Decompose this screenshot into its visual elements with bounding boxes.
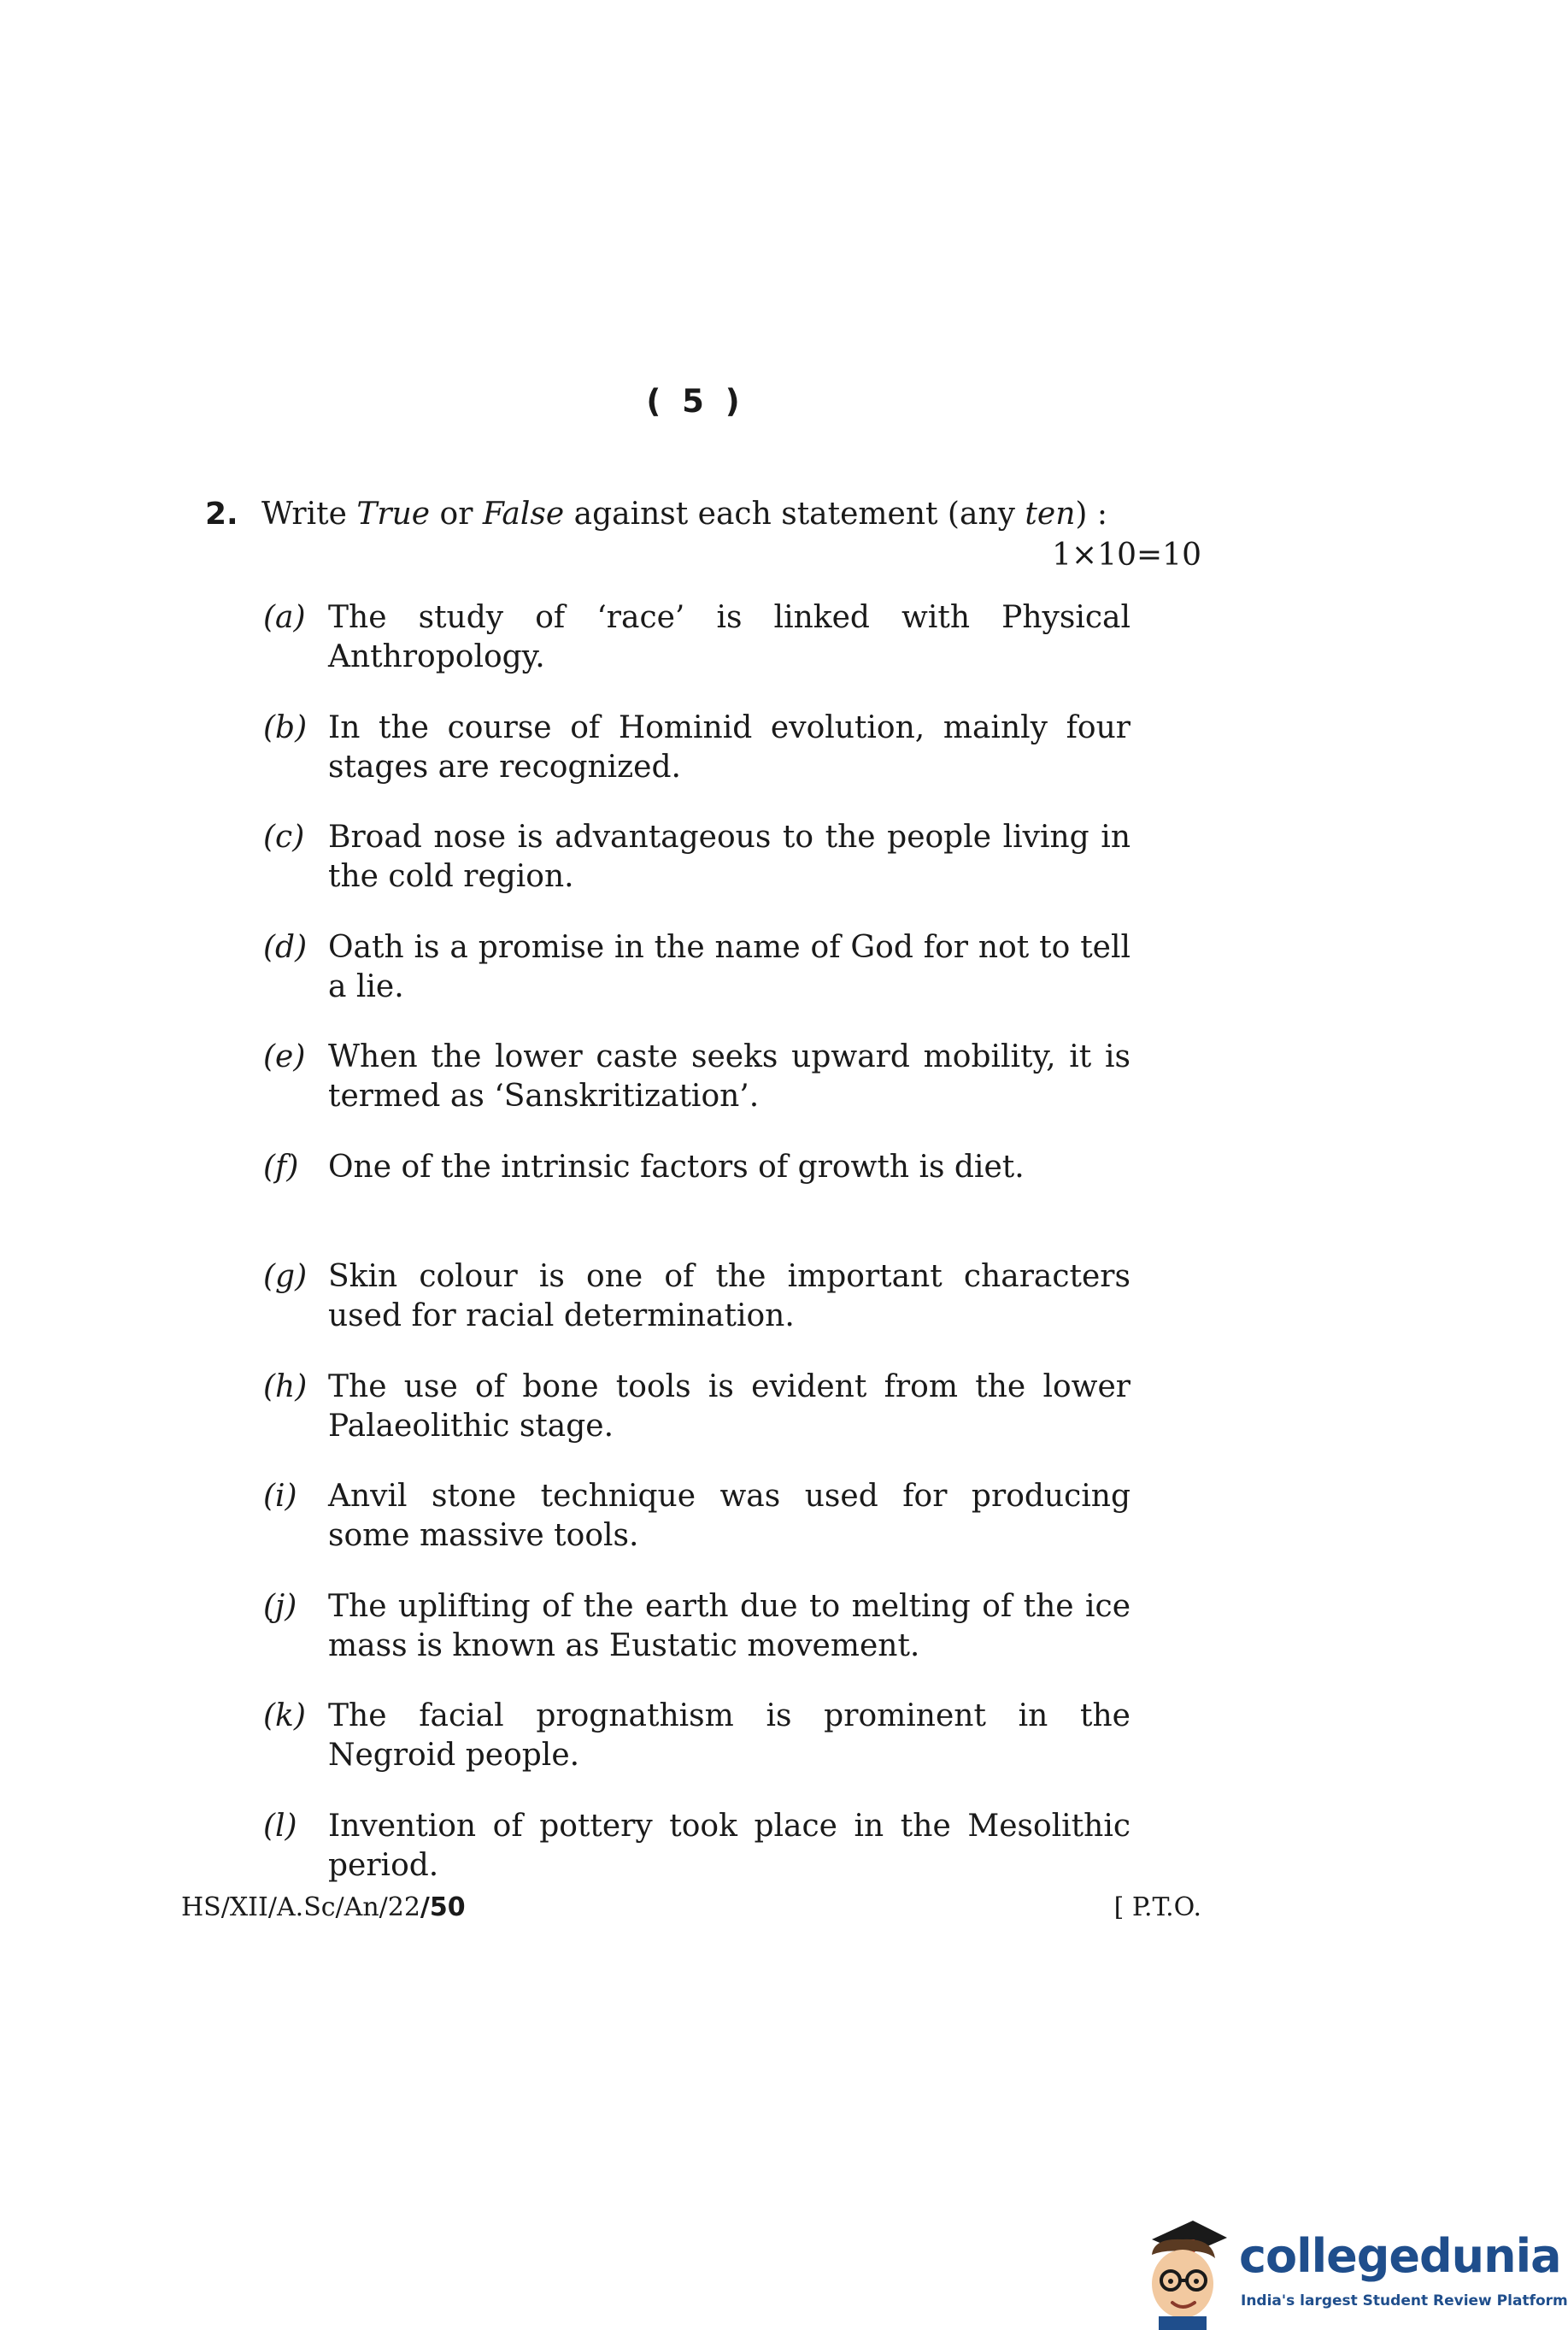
list-item [263,818,1130,928]
item-text: When the lower caste seeks upward mobility, it is termed as ‘Sanskritization’. [328,1039,1130,1114]
item-text: One of the intrinsic factors of growth is diet. [328,1149,1025,1185]
item-text: Skin colour is one of the important characters used for racial determination. [328,1259,1130,1333]
logo-wordmark: collegedunia [1239,2229,1561,2283]
item-label: (g) [263,1259,308,1294]
list-item [263,598,1130,709]
item-text: The uplifting of the earth due to melting of the ice mass is known as Eustatic movement. [328,1588,1130,1663]
list-item [263,1368,1130,1478]
item-text: The use of bone tools is evident from the lower Palaeolithic stage. [328,1368,1130,1444]
instruction-true: True [356,497,431,532]
collegedunia-logo[interactable] [1133,2205,1568,2330]
item-text: Anvil stone technique was used for producing some massive tools. [328,1479,1130,1553]
instruction-against: against each statement (any [573,497,1015,532]
statement-list [263,598,1130,1916]
list-item [263,928,1130,1038]
instruction-write: Write [261,497,347,532]
question-number: 2. [205,497,238,532]
list-item [263,1697,1130,1807]
list-item [263,1038,1130,1148]
item-text: In the course of Hominid evolution, mainly four stages are recognized. [328,709,1130,785]
list-item [263,1477,1130,1587]
item-label: (l) [263,1808,297,1844]
instruction-ten: ten [1025,497,1076,532]
question-instruction [261,494,1167,535]
item-text: Invention of pottery took place in the Mesolithic period. [328,1808,1130,1883]
page-number: ( 5 ) [646,383,745,420]
item-label: (f) [263,1149,299,1185]
item-label: (j) [263,1588,297,1624]
item-label: (c) [263,820,305,855]
instruction-close: ) : [1075,497,1108,532]
item-label: (e) [263,1039,306,1074]
item-label: (a) [263,600,306,635]
instruction-false: False [482,497,565,532]
list-item [263,1148,1130,1258]
item-label: (h) [263,1368,308,1404]
item-label: (d) [263,929,308,965]
paper-code [181,1892,466,1922]
list-item [263,709,1130,819]
mascot-icon [1133,2205,1236,2330]
item-text: The facial prognathism is prominent in the Negroid people. [328,1698,1130,1773]
instruction-or: or [439,497,473,532]
item-text: Broad nose is advantageous to the people living in the cold region. [328,820,1130,894]
pto-label: [ P.T.O. [1113,1892,1201,1922]
list-item [263,1587,1130,1697]
item-text: Oath is a promise in the name of God for not to tell a lie. [328,929,1130,1004]
item-text: The study of ‘race’ is linked with Physical Anthropology. [328,600,1130,674]
item-label: (b) [263,709,308,745]
paper-code-prefix: HS/XII/A.Sc/An/22 [181,1892,420,1922]
paper-code-suffix: /50 [420,1892,466,1922]
marks: 1×10=10 [1052,538,1201,573]
item-label: (k) [263,1698,306,1733]
logo-tagline: India's largest Student Review Platform [1241,2292,1568,2309]
item-label: (i) [263,1479,297,1514]
list-item [263,1257,1130,1368]
